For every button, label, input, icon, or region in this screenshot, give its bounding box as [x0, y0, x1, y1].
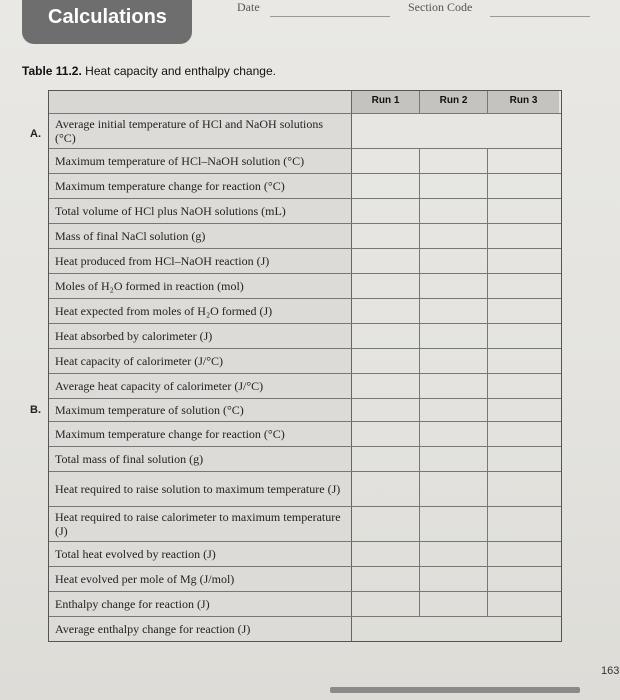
data-cell[interactable] — [420, 374, 488, 398]
row-label: Maximum temperature of HCl–NaOH solution (°C) — [49, 149, 352, 173]
table-row — [49, 566, 561, 591]
data-cell[interactable] — [420, 149, 488, 173]
column-header-run-2: Run 2 — [420, 91, 488, 113]
page-number: 163 — [601, 665, 620, 677]
data-cell[interactable] — [420, 422, 488, 446]
data-cell[interactable] — [420, 592, 488, 616]
row-label: Total mass of final solution (g) — [49, 447, 352, 471]
data-cell[interactable] — [352, 472, 420, 506]
table-row — [49, 173, 561, 198]
data-cell[interactable] — [488, 299, 559, 323]
data-cell[interactable] — [420, 324, 488, 348]
section-b-marker: B. — [30, 404, 41, 416]
section-a-marker: A. — [30, 128, 41, 140]
data-cell[interactable] — [352, 567, 420, 591]
row-label: Heat evolved per mole of Mg (J/mol) — [49, 567, 352, 591]
data-cell[interactable] — [352, 374, 420, 398]
data-cell[interactable] — [488, 324, 559, 348]
section-code-label: Section Code — [408, 0, 473, 14]
data-cell[interactable] — [352, 349, 420, 373]
table-row — [49, 148, 561, 173]
data-cell-merged[interactable] — [352, 617, 423, 641]
data-cell[interactable] — [352, 199, 420, 223]
table-row — [49, 541, 561, 566]
data-cell[interactable] — [420, 174, 488, 198]
data-cell[interactable] — [488, 249, 559, 273]
row-label: Total heat evolved by reaction (J) — [49, 542, 352, 566]
row-label: Average initial temperature of HCl and NaOH solutions (°C) — [49, 114, 352, 148]
data-cell[interactable] — [488, 567, 559, 591]
table-title: Heat capacity and enthalpy change. — [85, 64, 276, 78]
data-cell[interactable] — [420, 507, 488, 541]
data-cell[interactable] — [420, 299, 488, 323]
table-number: Table 11.2. — [22, 64, 82, 78]
data-cell[interactable] — [352, 224, 420, 248]
data-cell[interactable] — [420, 472, 488, 506]
calculations-banner — [22, 0, 192, 44]
table-caption — [22, 64, 276, 78]
data-cell[interactable] — [488, 224, 559, 248]
heat-capacity-table — [48, 90, 562, 642]
data-cell[interactable] — [420, 224, 488, 248]
table-row — [49, 223, 561, 248]
row-label: Moles of H₂O formed in reaction (mol) — [49, 274, 352, 298]
row-label: Maximum temperature change for reaction (°C) — [49, 422, 352, 446]
data-cell[interactable] — [488, 447, 559, 471]
table-row — [49, 471, 561, 506]
row-label: Heat expected from moles of H₂O formed (J) — [49, 299, 352, 323]
table-row — [49, 398, 561, 421]
data-cell[interactable] — [352, 174, 420, 198]
data-cell-merged[interactable] — [352, 114, 423, 148]
bottom-edge-strip — [330, 687, 580, 693]
data-cell[interactable] — [352, 507, 420, 541]
data-cell[interactable] — [352, 399, 420, 421]
data-cell[interactable] — [420, 249, 488, 273]
data-cell[interactable] — [488, 349, 559, 373]
row-label: Average heat capacity of calorimeter (J/°C) — [49, 374, 352, 398]
header-label-cell — [49, 91, 352, 113]
data-cell[interactable] — [488, 374, 559, 398]
data-cell[interactable] — [352, 592, 420, 616]
table-row — [49, 373, 561, 398]
table-row — [49, 323, 561, 348]
data-cell[interactable] — [420, 447, 488, 471]
row-label: Heat required to raise solution to maximum temperature (J) — [49, 472, 352, 506]
data-cell[interactable] — [488, 274, 559, 298]
table-row — [49, 421, 561, 446]
data-cell[interactable] — [488, 542, 559, 566]
data-cell[interactable] — [352, 542, 420, 566]
row-label: Heat required to raise calorimeter to maximum temperature (J) — [49, 507, 352, 541]
row-label: Maximum temperature of solution (°C) — [49, 399, 352, 421]
row-label: Enthalpy change for reaction (J) — [49, 592, 352, 616]
data-cell[interactable] — [420, 274, 488, 298]
data-cell[interactable] — [420, 349, 488, 373]
data-cell[interactable] — [352, 422, 420, 446]
table-row — [49, 446, 561, 471]
table-row — [49, 113, 561, 148]
data-cell[interactable] — [488, 592, 559, 616]
data-cell[interactable] — [420, 567, 488, 591]
row-label: Heat capacity of calorimeter (J/°C) — [49, 349, 352, 373]
data-cell[interactable] — [488, 472, 559, 506]
date-line — [270, 16, 390, 17]
row-label: Heat absorbed by calorimeter (J) — [49, 324, 352, 348]
data-cell[interactable] — [488, 422, 559, 446]
table-row — [49, 298, 561, 323]
row-label: Mass of final NaCl solution (g) — [49, 224, 352, 248]
data-cell[interactable] — [420, 399, 488, 421]
data-cell[interactable] — [488, 174, 559, 198]
data-cell[interactable] — [420, 199, 488, 223]
table-row — [49, 506, 561, 541]
row-label: Maximum temperature change for reaction (°C) — [49, 174, 352, 198]
data-cell[interactable] — [420, 542, 488, 566]
data-cell[interactable] — [488, 199, 559, 223]
data-cell[interactable] — [352, 249, 420, 273]
data-cell[interactable] — [488, 399, 559, 421]
table-row — [49, 591, 561, 616]
row-label: Heat produced from HCl–NaOH reaction (J) — [49, 249, 352, 273]
section-code-line — [490, 16, 590, 17]
column-header-run-3: Run 3 — [488, 91, 559, 113]
row-label: Total volume of HCl plus NaOH solutions (mL) — [49, 199, 352, 223]
data-cell[interactable] — [352, 324, 420, 348]
table-row — [49, 616, 561, 641]
data-cell[interactable] — [488, 507, 559, 541]
column-header-run-1: Run 1 — [352, 91, 420, 113]
date-label: Date — [237, 0, 260, 14]
row-label: Average enthalpy change for reaction (J) — [49, 617, 352, 641]
data-cell[interactable] — [352, 447, 420, 471]
table-row — [49, 248, 561, 273]
table-row — [49, 273, 561, 298]
data-cell[interactable] — [352, 149, 420, 173]
data-cell[interactable] — [352, 274, 420, 298]
calculations-title: Calculations — [48, 6, 167, 28]
table-header-row — [49, 91, 561, 113]
table-row — [49, 348, 561, 373]
table-row — [49, 198, 561, 223]
data-cell[interactable] — [352, 299, 420, 323]
data-cell[interactable] — [488, 149, 559, 173]
